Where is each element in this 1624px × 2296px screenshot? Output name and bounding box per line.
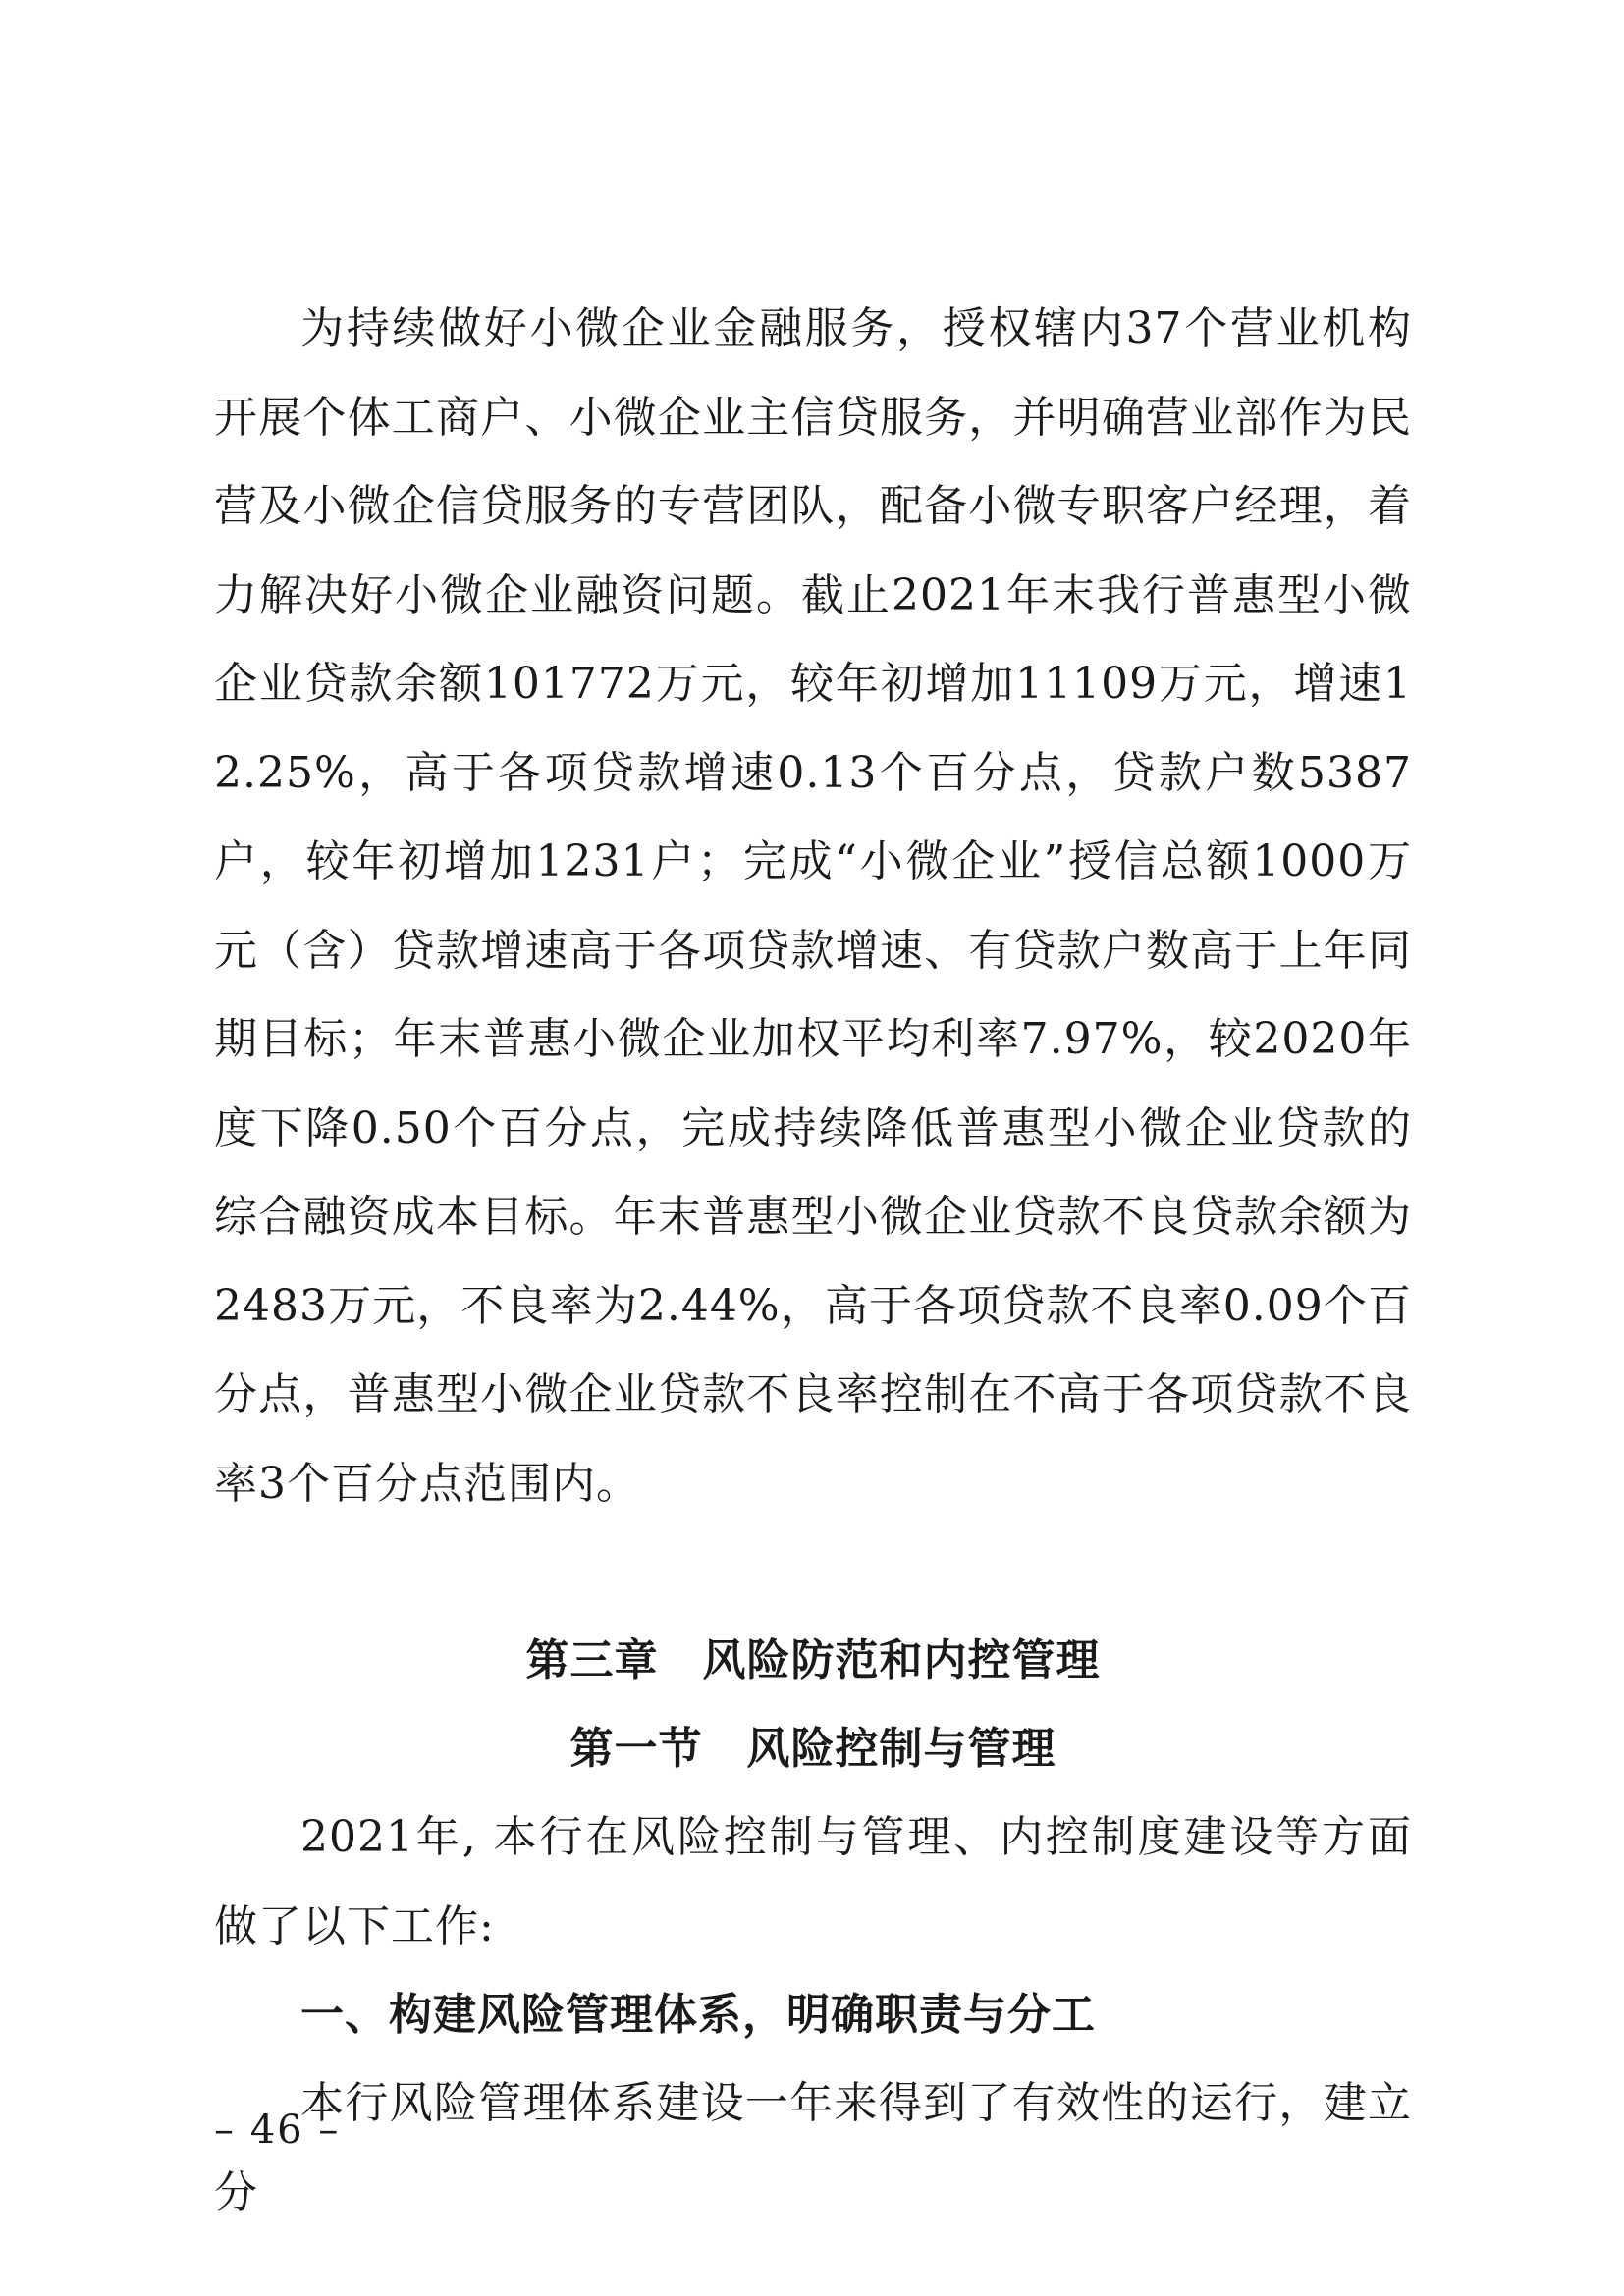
subheading: 一、构建风险管理体系，明确职责与分工 [300, 1990, 1096, 2040]
body-paragraph: 为持续做好小微企业金融服务，授权辖内37个营业机构开展个体工商户、小微企业主信贷服务，并明确营业部作为民营及小微企信贷服务的专营团队，配备小微专职客户经理，着力解决好小微企业融资问题。截止2021年末我行普惠型小微企业贷款余额101772万元，较年初增加11109万元，增速12.25%，高于各项贷款增速0.13个百分点，贷款户数5387户，较年初增加1231户；完成“小微企业”授信总额1000万元（含）贷款增速高于各项贷款增速、有贷款户数高于上年同期目标；年末普惠小微企业加权平均利率7.97%，较2020年度下降0.50个百分点，完成持续降低普惠型小微企业贷款的综合融资成本目标。年末普惠型小微企业贷款不良贷款余额为2483万元，不良率为2.44%，高于各项贷款不良率0.09个百分点，普惠型小微企业贷款不良率控制在不高于各项贷款不良率3个百分点范围内。 [214, 303, 1412, 1509]
section-title: 第一节 风险控制与管理 [569, 1724, 1056, 1774]
paragraph-after-heading: 本行风险管理体系建设一年来得到了有效性的运行，建立分 [214, 2078, 1412, 2217]
page-number: – 46 – [214, 2108, 341, 2153]
intro-paragraph: 2021年, 本行在风险控制与管理、内控制度建设等方面做了以下工作: [214, 1812, 1412, 1951]
page-content [214, 285, 1412, 2237]
chapter-title: 第三章 风险防范和内控管理 [525, 1635, 1101, 1685]
